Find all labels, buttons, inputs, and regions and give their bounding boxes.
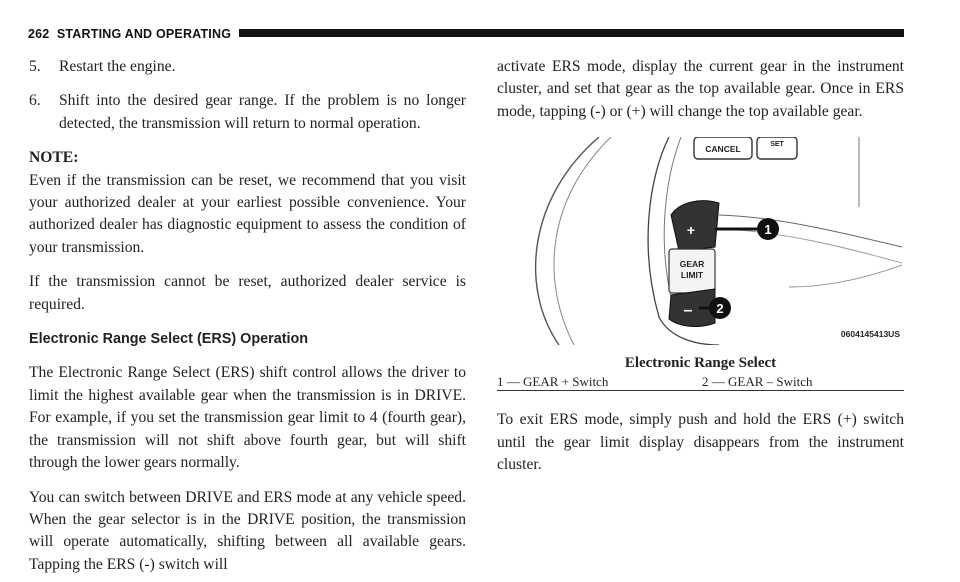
page-number: 262 — [28, 27, 50, 41]
figure-code: 0604145413US — [840, 329, 900, 340]
set-label: SET — [770, 141, 784, 149]
steering-wheel-illustration — [519, 137, 902, 345]
legend-item-2: 2 — GEAR – Switch — [702, 374, 813, 390]
right-column — [497, 56, 904, 476]
note-label: NOTE: — [29, 149, 79, 167]
gear-label: GEAR — [679, 259, 705, 270]
step-text: Restart the engine. — [59, 58, 176, 75]
callout-1-number: 1 — [764, 222, 772, 238]
ers-figure — [519, 137, 902, 345]
exit-paragraph: To exit ERS mode, simply push and hold the ERS (+) switch until the gear limit display disappears from the instrument cluster. — [497, 411, 904, 474]
section-title: STARTING AND OPERATING — [56, 27, 232, 41]
ers-paragraph-2: You can switch between DRIVE and ERS mode at any vehicle speed. When the gear selector is in the DRIVE position, the transmission will operate automatically, shifting between all available gears. Tapping the ERS (-) switch will — [29, 488, 466, 573]
note-text: Even if the transmission can be reset, we recommend that you visit your authorized dealer at your earliest possible convenience. Your authorized dealer has diagnostic equipment to assess the condition of your transmission. — [29, 171, 466, 256]
limit-label: LIMIT — [680, 270, 704, 281]
legend-item-1: 1 — GEAR + Switch — [497, 374, 609, 390]
continued-paragraph: activate ERS mode, display the current gear in the instrument cluster, and set that gear as the top available gear. Once in ERS mode, tapping (-) or (+) will change the top available gear. — [497, 58, 904, 120]
left-column — [29, 56, 466, 576]
ers-paragraph-1: The Electronic Range Select (ERS) shift control allows the driver to limit the highest available gear when the transmission is in DRIVE. For example, if you set the transmission gear limit to 4 (fourth gear), the transmission will not shift above fourth gear, but will shift through the lower gears normally. — [29, 364, 466, 472]
step-number: 5. — [29, 58, 41, 75]
page-header — [28, 26, 904, 42]
figure-caption: Electronic Range Select — [624, 355, 777, 372]
header-title — [28, 26, 239, 42]
reset-paragraph: If the transmission cannot be reset, authorized dealer service is required. — [29, 273, 466, 313]
minus-symbol: – — [683, 302, 693, 320]
figure-legend — [497, 373, 904, 391]
step-number: 6. — [29, 92, 41, 110]
step-6 — [29, 90, 466, 135]
section-heading: Electronic Range Select (ERS) Operation — [29, 331, 309, 348]
step-5 — [29, 56, 466, 78]
cancel-label: CANCEL — [705, 144, 741, 155]
plus-symbol: + — [686, 222, 696, 239]
callout-2-number: 2 — [716, 301, 724, 317]
step-text: Shift into the desired gear range. If the problem is no longer detected, the transmission will return to normal operation. — [59, 92, 466, 132]
